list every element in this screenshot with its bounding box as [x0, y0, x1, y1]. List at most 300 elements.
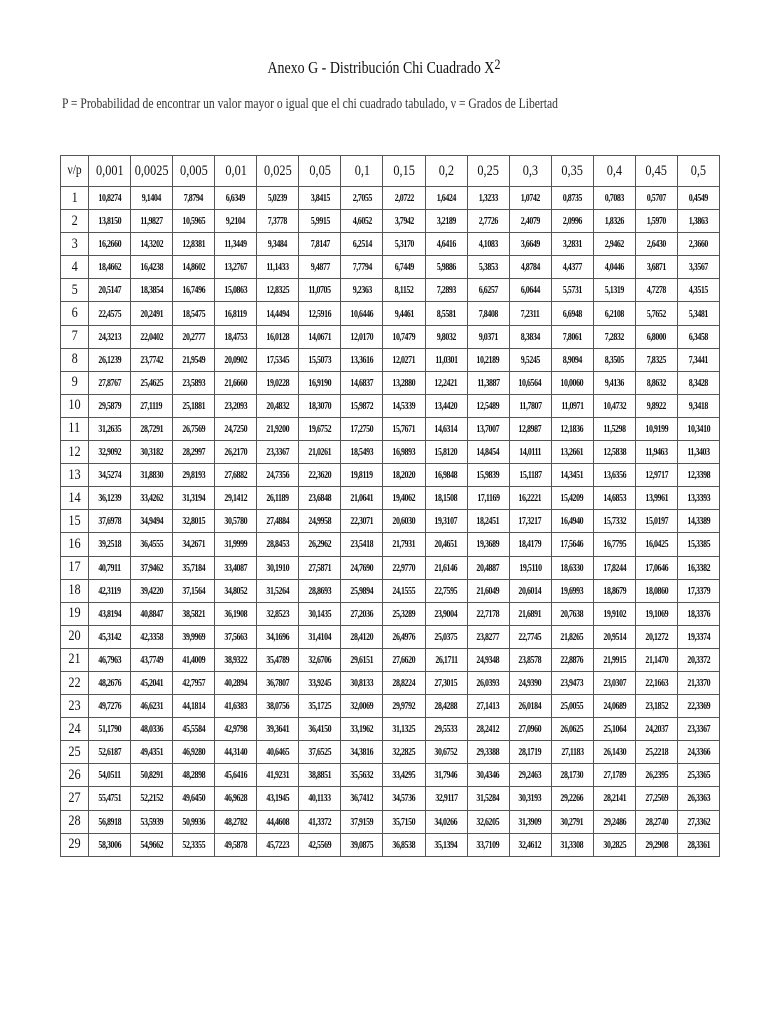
- chi-square-value-cell: 14,6853: [593, 487, 635, 510]
- chi-square-value-cell: 44,1814: [173, 695, 215, 718]
- probability-header: 0,01: [215, 156, 257, 187]
- chi-square-value-cell: 3,6871: [635, 256, 677, 279]
- chi-square-value-cell: 35,4789: [257, 648, 299, 671]
- chi-square-value-cell: 45,7223: [257, 833, 299, 856]
- probability-header: 0,4: [593, 156, 635, 187]
- chi-square-value-cell: 5,9915: [299, 210, 341, 233]
- chi-square-value-cell: 0,5707: [635, 187, 677, 210]
- table-row: [61, 533, 720, 556]
- chi-square-value-cell: 17,1169: [467, 487, 509, 510]
- chi-square-value-cell: 14,6314: [425, 417, 467, 440]
- chi-square-value-cell: 26,2962: [299, 533, 341, 556]
- chi-square-value-cell: 51,1790: [89, 718, 131, 741]
- chi-square-value-cell: 43,8194: [89, 602, 131, 625]
- chi-square-value-cell: 27,1183: [551, 741, 593, 764]
- chi-square-value-cell: 33,7109: [467, 833, 509, 856]
- table-row: [61, 325, 720, 348]
- table-row: [61, 671, 720, 694]
- chi-square-value-cell: 30,6752: [425, 741, 467, 764]
- degrees-of-freedom-cell: 5: [61, 279, 89, 302]
- chi-square-value-cell: 5,5731: [551, 279, 593, 302]
- chi-square-value-cell: 23,1852: [635, 695, 677, 718]
- chi-square-value-cell: 2,3660: [677, 233, 719, 256]
- chi-square-value-cell: 19,0228: [257, 371, 299, 394]
- table-row: [61, 302, 720, 325]
- chi-square-value-cell: 54,9662: [131, 833, 173, 856]
- degrees-of-freedom-cell: 29: [61, 833, 89, 856]
- chi-square-value-cell: 22,9770: [383, 556, 425, 579]
- table-header-row: [61, 156, 720, 187]
- chi-square-value-cell: 32,9117: [425, 787, 467, 810]
- chi-square-value-cell: 22,7745: [509, 625, 551, 648]
- chi-square-value-cell: 14,8454: [467, 441, 509, 464]
- chi-square-value-cell: 30,1435: [299, 602, 341, 625]
- chi-square-value-cell: 9,0371: [467, 325, 509, 348]
- chi-square-value-cell: 30,3193: [509, 787, 551, 810]
- chi-square-value-cell: 24,9390: [509, 671, 551, 694]
- chi-square-value-cell: 29,5533: [425, 718, 467, 741]
- table-row: [61, 602, 720, 625]
- chi-square-value-cell: 0,7083: [593, 187, 635, 210]
- chi-square-value-cell: 28,3361: [677, 833, 719, 856]
- chi-square-value-cell: 52,6187: [89, 741, 131, 764]
- chi-square-value-cell: 5,3853: [467, 256, 509, 279]
- chi-square-value-cell: 20,2777: [173, 325, 215, 348]
- chi-square-value-cell: 9,4136: [593, 371, 635, 394]
- chi-square-value-cell: 46,9628: [215, 787, 257, 810]
- chi-square-value-cell: 4,4377: [551, 256, 593, 279]
- chi-square-value-cell: 39,9969: [173, 625, 215, 648]
- chi-square-value-cell: 7,8325: [635, 348, 677, 371]
- table-row: [61, 695, 720, 718]
- chi-square-value-cell: 33,1962: [341, 718, 383, 741]
- chi-square-value-cell: 24,3366: [677, 741, 719, 764]
- chi-square-value-cell: 26,2170: [215, 441, 257, 464]
- table-row: [61, 487, 720, 510]
- chi-square-value-cell: 19,8119: [341, 464, 383, 487]
- chi-square-table: [60, 155, 720, 857]
- chi-square-value-cell: 8,1152: [383, 279, 425, 302]
- chi-square-value-cell: 23,6848: [299, 487, 341, 510]
- chi-square-value-cell: 19,3374: [677, 625, 719, 648]
- table-row: [61, 279, 720, 302]
- chi-square-value-cell: 9,8922: [635, 394, 677, 417]
- chi-square-value-cell: 40,1133: [299, 787, 341, 810]
- chi-square-value-cell: 24,2037: [635, 718, 677, 741]
- chi-square-value-cell: 52,3355: [173, 833, 215, 856]
- chi-square-value-cell: 9,2363: [341, 279, 383, 302]
- chi-square-value-cell: 30,3182: [131, 441, 173, 464]
- chi-square-value-cell: 15,4209: [551, 487, 593, 510]
- probability-header: 0,2: [425, 156, 467, 187]
- degrees-of-freedom-cell: 8: [61, 348, 89, 371]
- chi-square-value-cell: 32,9092: [89, 441, 131, 464]
- chi-square-value-cell: 45,6416: [215, 764, 257, 787]
- chi-square-value-cell: 8,3428: [677, 371, 719, 394]
- chi-square-value-cell: 32,6205: [467, 810, 509, 833]
- chi-square-value-cell: 29,6151: [341, 648, 383, 671]
- chi-square-value-cell: 10,2189: [467, 348, 509, 371]
- chi-square-value-cell: 6,2514: [341, 233, 383, 256]
- chi-square-value-cell: 9,4877: [299, 256, 341, 279]
- table-row: [61, 441, 720, 464]
- chi-square-value-cell: 17,5345: [257, 348, 299, 371]
- chi-square-value-cell: 6,6948: [551, 302, 593, 325]
- chi-square-value-cell: 4,6052: [341, 210, 383, 233]
- probability-header: 0,3: [509, 156, 551, 187]
- chi-square-value-cell: 16,9848: [425, 464, 467, 487]
- chi-square-value-cell: 13,7007: [467, 417, 509, 440]
- chi-square-value-cell: 30,8133: [341, 671, 383, 694]
- chi-square-value-cell: 13,3393: [677, 487, 719, 510]
- chi-square-value-cell: 9,4461: [383, 302, 425, 325]
- chi-square-value-cell: 37,6525: [299, 741, 341, 764]
- chi-square-value-cell: 22,7595: [425, 579, 467, 602]
- chi-square-value-cell: 16,2660: [89, 233, 131, 256]
- chi-square-value-cell: 28,4288: [425, 695, 467, 718]
- chi-square-value-cell: 24,9348: [467, 648, 509, 671]
- chi-square-value-cell: 7,8147: [299, 233, 341, 256]
- chi-square-value-cell: 9,3418: [677, 394, 719, 417]
- chi-square-value-cell: 4,1083: [467, 233, 509, 256]
- chi-square-value-cell: 7,8794: [173, 187, 215, 210]
- chi-square-value-cell: 32,0069: [341, 695, 383, 718]
- chi-square-value-cell: 23,9004: [425, 602, 467, 625]
- chi-square-value-cell: 36,1239: [89, 487, 131, 510]
- chi-square-value-cell: 1,6424: [425, 187, 467, 210]
- chi-square-value-cell: 28,1730: [551, 764, 593, 787]
- probability-header: 0,001: [89, 156, 131, 187]
- title-superscript: 2: [494, 57, 501, 73]
- chi-square-value-cell: 30,1910: [257, 556, 299, 579]
- table-row: [61, 648, 720, 671]
- degrees-of-freedom-cell: 21: [61, 648, 89, 671]
- chi-square-value-cell: 15,9872: [341, 394, 383, 417]
- chi-square-value-cell: 22,3071: [341, 510, 383, 533]
- degrees-of-freedom-cell: 9: [61, 371, 89, 394]
- chi-square-value-cell: 11,9827: [131, 210, 173, 233]
- chi-square-value-cell: 30,2791: [551, 810, 593, 833]
- chi-square-value-cell: 11,5298: [593, 417, 635, 440]
- chi-square-value-cell: 14,3389: [677, 510, 719, 533]
- chi-square-value-cell: 22,8876: [551, 648, 593, 671]
- chi-square-value-cell: 1,3863: [677, 210, 719, 233]
- chi-square-value-cell: 29,1412: [215, 487, 257, 510]
- chi-square-value-cell: 12,9717: [635, 464, 677, 487]
- chi-square-value-cell: 8,3834: [509, 325, 551, 348]
- chi-square-value-cell: 25,4625: [131, 371, 173, 394]
- chi-square-value-cell: 14,4494: [257, 302, 299, 325]
- chi-square-value-cell: 1,8326: [593, 210, 635, 233]
- chi-square-value-cell: 20,0902: [215, 348, 257, 371]
- table-body: [61, 187, 720, 857]
- chi-square-value-cell: 14,5339: [383, 394, 425, 417]
- chi-square-value-cell: 22,1663: [635, 671, 677, 694]
- chi-square-value-cell: 7,3778: [257, 210, 299, 233]
- chi-square-value-cell: 45,2041: [131, 671, 173, 694]
- chi-square-value-cell: 8,9094: [551, 348, 593, 371]
- chi-square-value-cell: 39,2518: [89, 533, 131, 556]
- chi-square-value-cell: 25,3289: [383, 602, 425, 625]
- chi-square-value-cell: 18,2451: [467, 510, 509, 533]
- chi-square-value-cell: 6,6257: [467, 279, 509, 302]
- chi-square-value-cell: 8,3505: [593, 348, 635, 371]
- chi-square-value-cell: 50,8291: [131, 764, 173, 787]
- table-row: [61, 394, 720, 417]
- chi-square-value-cell: 28,2997: [173, 441, 215, 464]
- chi-square-value-cell: 21,6891: [509, 602, 551, 625]
- chi-square-value-cell: 12,1836: [551, 417, 593, 440]
- chi-square-value-cell: 36,7807: [257, 671, 299, 694]
- chi-square-value-cell: 32,8523: [257, 602, 299, 625]
- chi-square-value-cell: 35,1394: [425, 833, 467, 856]
- chi-square-value-cell: 21,3370: [677, 671, 719, 694]
- chi-square-value-cell: 17,5646: [551, 533, 593, 556]
- chi-square-value-cell: 27,6882: [215, 464, 257, 487]
- chi-square-value-cell: 58,3006: [89, 833, 131, 856]
- chi-square-value-cell: 18,6330: [551, 556, 593, 579]
- chi-square-value-cell: 22,4575: [89, 302, 131, 325]
- chi-square-value-cell: 1,0742: [509, 187, 551, 210]
- chi-square-value-cell: 3,8415: [299, 187, 341, 210]
- chi-square-value-cell: 2,7726: [467, 210, 509, 233]
- chi-square-value-cell: 42,7957: [173, 671, 215, 694]
- chi-square-value-cell: 10,8274: [89, 187, 131, 210]
- chi-square-value-cell: 26,7569: [173, 417, 215, 440]
- chi-square-value-cell: 10,5965: [173, 210, 215, 233]
- table-row: [61, 718, 720, 741]
- chi-square-value-cell: 25,2218: [635, 741, 677, 764]
- chi-square-value-cell: 18,5475: [173, 302, 215, 325]
- chi-square-value-cell: 34,5274: [89, 464, 131, 487]
- probability-header: 0,5: [677, 156, 719, 187]
- chi-square-value-cell: 6,3458: [677, 325, 719, 348]
- chi-square-value-cell: 32,6706: [299, 648, 341, 671]
- chi-square-value-cell: 41,9231: [257, 764, 299, 787]
- chi-square-value-cell: 33,9245: [299, 671, 341, 694]
- chi-square-value-cell: 25,3365: [677, 764, 719, 787]
- chi-square-value-cell: 42,9798: [215, 718, 257, 741]
- probability-header: 0,45: [635, 156, 677, 187]
- degrees-of-freedom-cell: 24: [61, 718, 89, 741]
- degrees-of-freedom-cell: 26: [61, 764, 89, 787]
- chi-square-value-cell: 21,7931: [383, 533, 425, 556]
- chi-square-value-cell: 28,4120: [341, 625, 383, 648]
- chi-square-value-cell: 48,2898: [173, 764, 215, 787]
- probability-header: 0,025: [257, 156, 299, 187]
- chi-square-value-cell: 4,8784: [509, 256, 551, 279]
- chi-square-value-cell: 52,2152: [131, 787, 173, 810]
- chi-square-value-cell: 3,2831: [551, 233, 593, 256]
- chi-square-value-cell: 32,8015: [173, 510, 215, 533]
- probability-header: 0,25: [467, 156, 509, 187]
- chi-square-value-cell: 14,0671: [299, 325, 341, 348]
- chi-square-value-cell: 7,7794: [341, 256, 383, 279]
- degrees-of-freedom-cell: 25: [61, 741, 89, 764]
- chi-square-value-cell: 11,3449: [215, 233, 257, 256]
- chi-square-value-cell: 41,4009: [173, 648, 215, 671]
- chi-square-value-cell: 21,6049: [467, 579, 509, 602]
- chi-square-value-cell: 27,6620: [383, 648, 425, 671]
- chi-square-value-cell: 36,8538: [383, 833, 425, 856]
- chi-square-value-cell: 20,1272: [635, 625, 677, 648]
- chi-square-value-cell: 36,7412: [341, 787, 383, 810]
- degrees-of-freedom-cell: 11: [61, 417, 89, 440]
- chi-square-value-cell: 50,9936: [173, 810, 215, 833]
- chi-square-value-cell: 43,1945: [257, 787, 299, 810]
- degrees-of-freedom-cell: 22: [61, 671, 89, 694]
- chi-square-value-cell: 37,6978: [89, 510, 131, 533]
- chi-square-value-cell: 40,8847: [131, 602, 173, 625]
- chi-square-value-cell: 34,3816: [341, 741, 383, 764]
- chi-square-value-cell: 16,2221: [509, 487, 551, 510]
- chi-square-value-cell: 20,7638: [551, 602, 593, 625]
- chi-square-value-cell: 11,3887: [467, 371, 509, 394]
- chi-square-value-cell: 15,7332: [593, 510, 635, 533]
- chi-square-value-cell: 16,0425: [635, 533, 677, 556]
- chi-square-value-cell: 2,6430: [635, 233, 677, 256]
- chi-square-value-cell: 31,5264: [257, 579, 299, 602]
- chi-square-value-cell: 29,2908: [635, 833, 677, 856]
- chi-square-value-cell: 27,2036: [341, 602, 383, 625]
- chi-square-value-cell: 17,3379: [677, 579, 719, 602]
- chi-square-value-cell: 21,8265: [551, 625, 593, 648]
- chi-square-value-cell: 23,0307: [593, 671, 635, 694]
- chi-square-value-cell: 11,1433: [257, 256, 299, 279]
- chi-square-value-cell: 20,6030: [383, 510, 425, 533]
- chi-square-value-cell: 27,5871: [299, 556, 341, 579]
- chi-square-value-cell: 36,4150: [299, 718, 341, 741]
- chi-square-value-cell: 31,2635: [89, 417, 131, 440]
- table-row: [61, 741, 720, 764]
- chi-square-value-cell: 15,3385: [677, 533, 719, 556]
- chi-square-value-cell: 10,4732: [593, 394, 635, 417]
- chi-square-value-cell: 41,3372: [299, 810, 341, 833]
- chi-square-value-cell: 13,3616: [341, 348, 383, 371]
- chi-square-value-cell: 25,9894: [341, 579, 383, 602]
- chi-square-value-cell: 23,2093: [215, 394, 257, 417]
- chi-square-value-cell: 29,2266: [551, 787, 593, 810]
- chi-square-value-cell: 48,2782: [215, 810, 257, 833]
- chi-square-value-cell: 18,3376: [677, 602, 719, 625]
- chi-square-value-cell: 12,2421: [425, 371, 467, 394]
- chi-square-value-cell: 15,9839: [467, 464, 509, 487]
- chi-square-value-cell: 18,3070: [299, 394, 341, 417]
- chi-square-value-cell: 38,0756: [257, 695, 299, 718]
- chi-square-value-cell: 1,5970: [635, 210, 677, 233]
- chi-square-value-cell: 15,0863: [215, 279, 257, 302]
- chi-square-value-cell: 48,0336: [131, 718, 173, 741]
- chi-square-value-cell: 20,5147: [89, 279, 131, 302]
- degrees-of-freedom-cell: 17: [61, 556, 89, 579]
- chi-square-value-cell: 27,1789: [593, 764, 635, 787]
- probability-header: 0,15: [383, 156, 425, 187]
- chi-square-value-cell: 22,3369: [677, 695, 719, 718]
- chi-square-value-cell: 42,3358: [131, 625, 173, 648]
- chi-square-value-cell: 40,7911: [89, 556, 131, 579]
- chi-square-value-cell: 34,2671: [173, 533, 215, 556]
- chi-square-value-cell: 15,8120: [425, 441, 467, 464]
- table-row: [61, 625, 720, 648]
- chi-square-value-cell: 28,2740: [635, 810, 677, 833]
- probability-header: 0,05: [299, 156, 341, 187]
- chi-square-value-cell: 5,1319: [593, 279, 635, 302]
- degrees-of-freedom-cell: 19: [61, 602, 89, 625]
- chi-square-value-cell: 3,6649: [509, 233, 551, 256]
- chi-square-value-cell: 16,4940: [551, 510, 593, 533]
- degrees-of-freedom-cell: 2: [61, 210, 89, 233]
- chi-square-value-cell: 45,3142: [89, 625, 131, 648]
- chi-square-value-cell: 16,7795: [593, 533, 635, 556]
- chi-square-value-cell: 46,9280: [173, 741, 215, 764]
- chi-square-value-cell: 35,1725: [299, 695, 341, 718]
- chi-square-value-cell: 18,5493: [341, 441, 383, 464]
- chi-square-value-cell: 27,4884: [257, 510, 299, 533]
- chi-square-value-cell: 35,7150: [383, 810, 425, 833]
- chi-square-value-cell: 28,8224: [383, 671, 425, 694]
- chi-square-value-cell: 34,1696: [257, 625, 299, 648]
- chi-square-value-cell: 11,7807: [509, 394, 551, 417]
- chi-square-value-cell: 4,7278: [635, 279, 677, 302]
- chi-square-value-cell: 10,7479: [383, 325, 425, 348]
- chi-square-value-cell: 14,8602: [173, 256, 215, 279]
- chi-square-value-cell: 31,4104: [299, 625, 341, 648]
- chi-square-value-cell: 18,0860: [635, 579, 677, 602]
- chi-square-value-cell: 31,8830: [131, 464, 173, 487]
- chi-square-value-cell: 14,3451: [551, 464, 593, 487]
- degrees-of-freedom-cell: 1: [61, 187, 89, 210]
- chi-square-value-cell: 20,9514: [593, 625, 635, 648]
- chi-square-value-cell: 3,7942: [383, 210, 425, 233]
- chi-square-value-cell: 17,0646: [635, 556, 677, 579]
- chi-square-value-cell: 11,3403: [677, 441, 719, 464]
- chi-square-value-cell: 7,2832: [593, 325, 635, 348]
- chi-square-value-cell: 13,9961: [635, 487, 677, 510]
- chi-square-value-cell: 26,0625: [551, 718, 593, 741]
- chi-square-value-cell: 42,5569: [299, 833, 341, 856]
- chi-square-value-cell: 6,6349: [215, 187, 257, 210]
- chi-square-value-cell: 33,4087: [215, 556, 257, 579]
- chi-square-value-cell: 27,2569: [635, 787, 677, 810]
- table-description: P = Probabilidad de encontrar un valor mayor o igual que el chi cuadrado tabulado, ν = Grados de Libertad: [62, 96, 558, 112]
- chi-square-value-cell: 26,1711: [425, 648, 467, 671]
- chi-square-value-cell: 15,5073: [299, 348, 341, 371]
- chi-square-value-cell: 23,3367: [257, 441, 299, 464]
- chi-square-value-cell: 23,8277: [467, 625, 509, 648]
- degrees-of-freedom-cell: 15: [61, 510, 89, 533]
- chi-square-value-cell: 29,2463: [509, 764, 551, 787]
- chi-square-value-cell: 13,2880: [383, 371, 425, 394]
- chi-square-value-cell: 28,8453: [257, 533, 299, 556]
- chi-square-value-cell: 31,5284: [467, 787, 509, 810]
- chi-square-value-cell: 27,8767: [89, 371, 131, 394]
- annex-label: Anexo G -: [267, 58, 327, 77]
- chi-square-value-cell: 10,9199: [635, 417, 677, 440]
- chi-square-value-cell: 37,9159: [341, 810, 383, 833]
- chi-square-value-cell: 37,9462: [131, 556, 173, 579]
- chi-square-value-cell: 11,0705: [299, 279, 341, 302]
- chi-square-value-cell: 46,7963: [89, 648, 131, 671]
- chi-square-value-cell: 17,8244: [593, 556, 635, 579]
- chi-square-value-cell: 28,2141: [593, 787, 635, 810]
- corner-header: ν/p: [61, 156, 89, 187]
- chi-square-value-cell: 19,4062: [383, 487, 425, 510]
- chi-square-value-cell: 30,2825: [593, 833, 635, 856]
- chi-square-value-cell: 35,7184: [173, 556, 215, 579]
- chi-square-value-cell: 33,4295: [383, 764, 425, 787]
- chi-square-value-cell: 13,8150: [89, 210, 131, 233]
- chi-square-value-cell: 49,5878: [215, 833, 257, 856]
